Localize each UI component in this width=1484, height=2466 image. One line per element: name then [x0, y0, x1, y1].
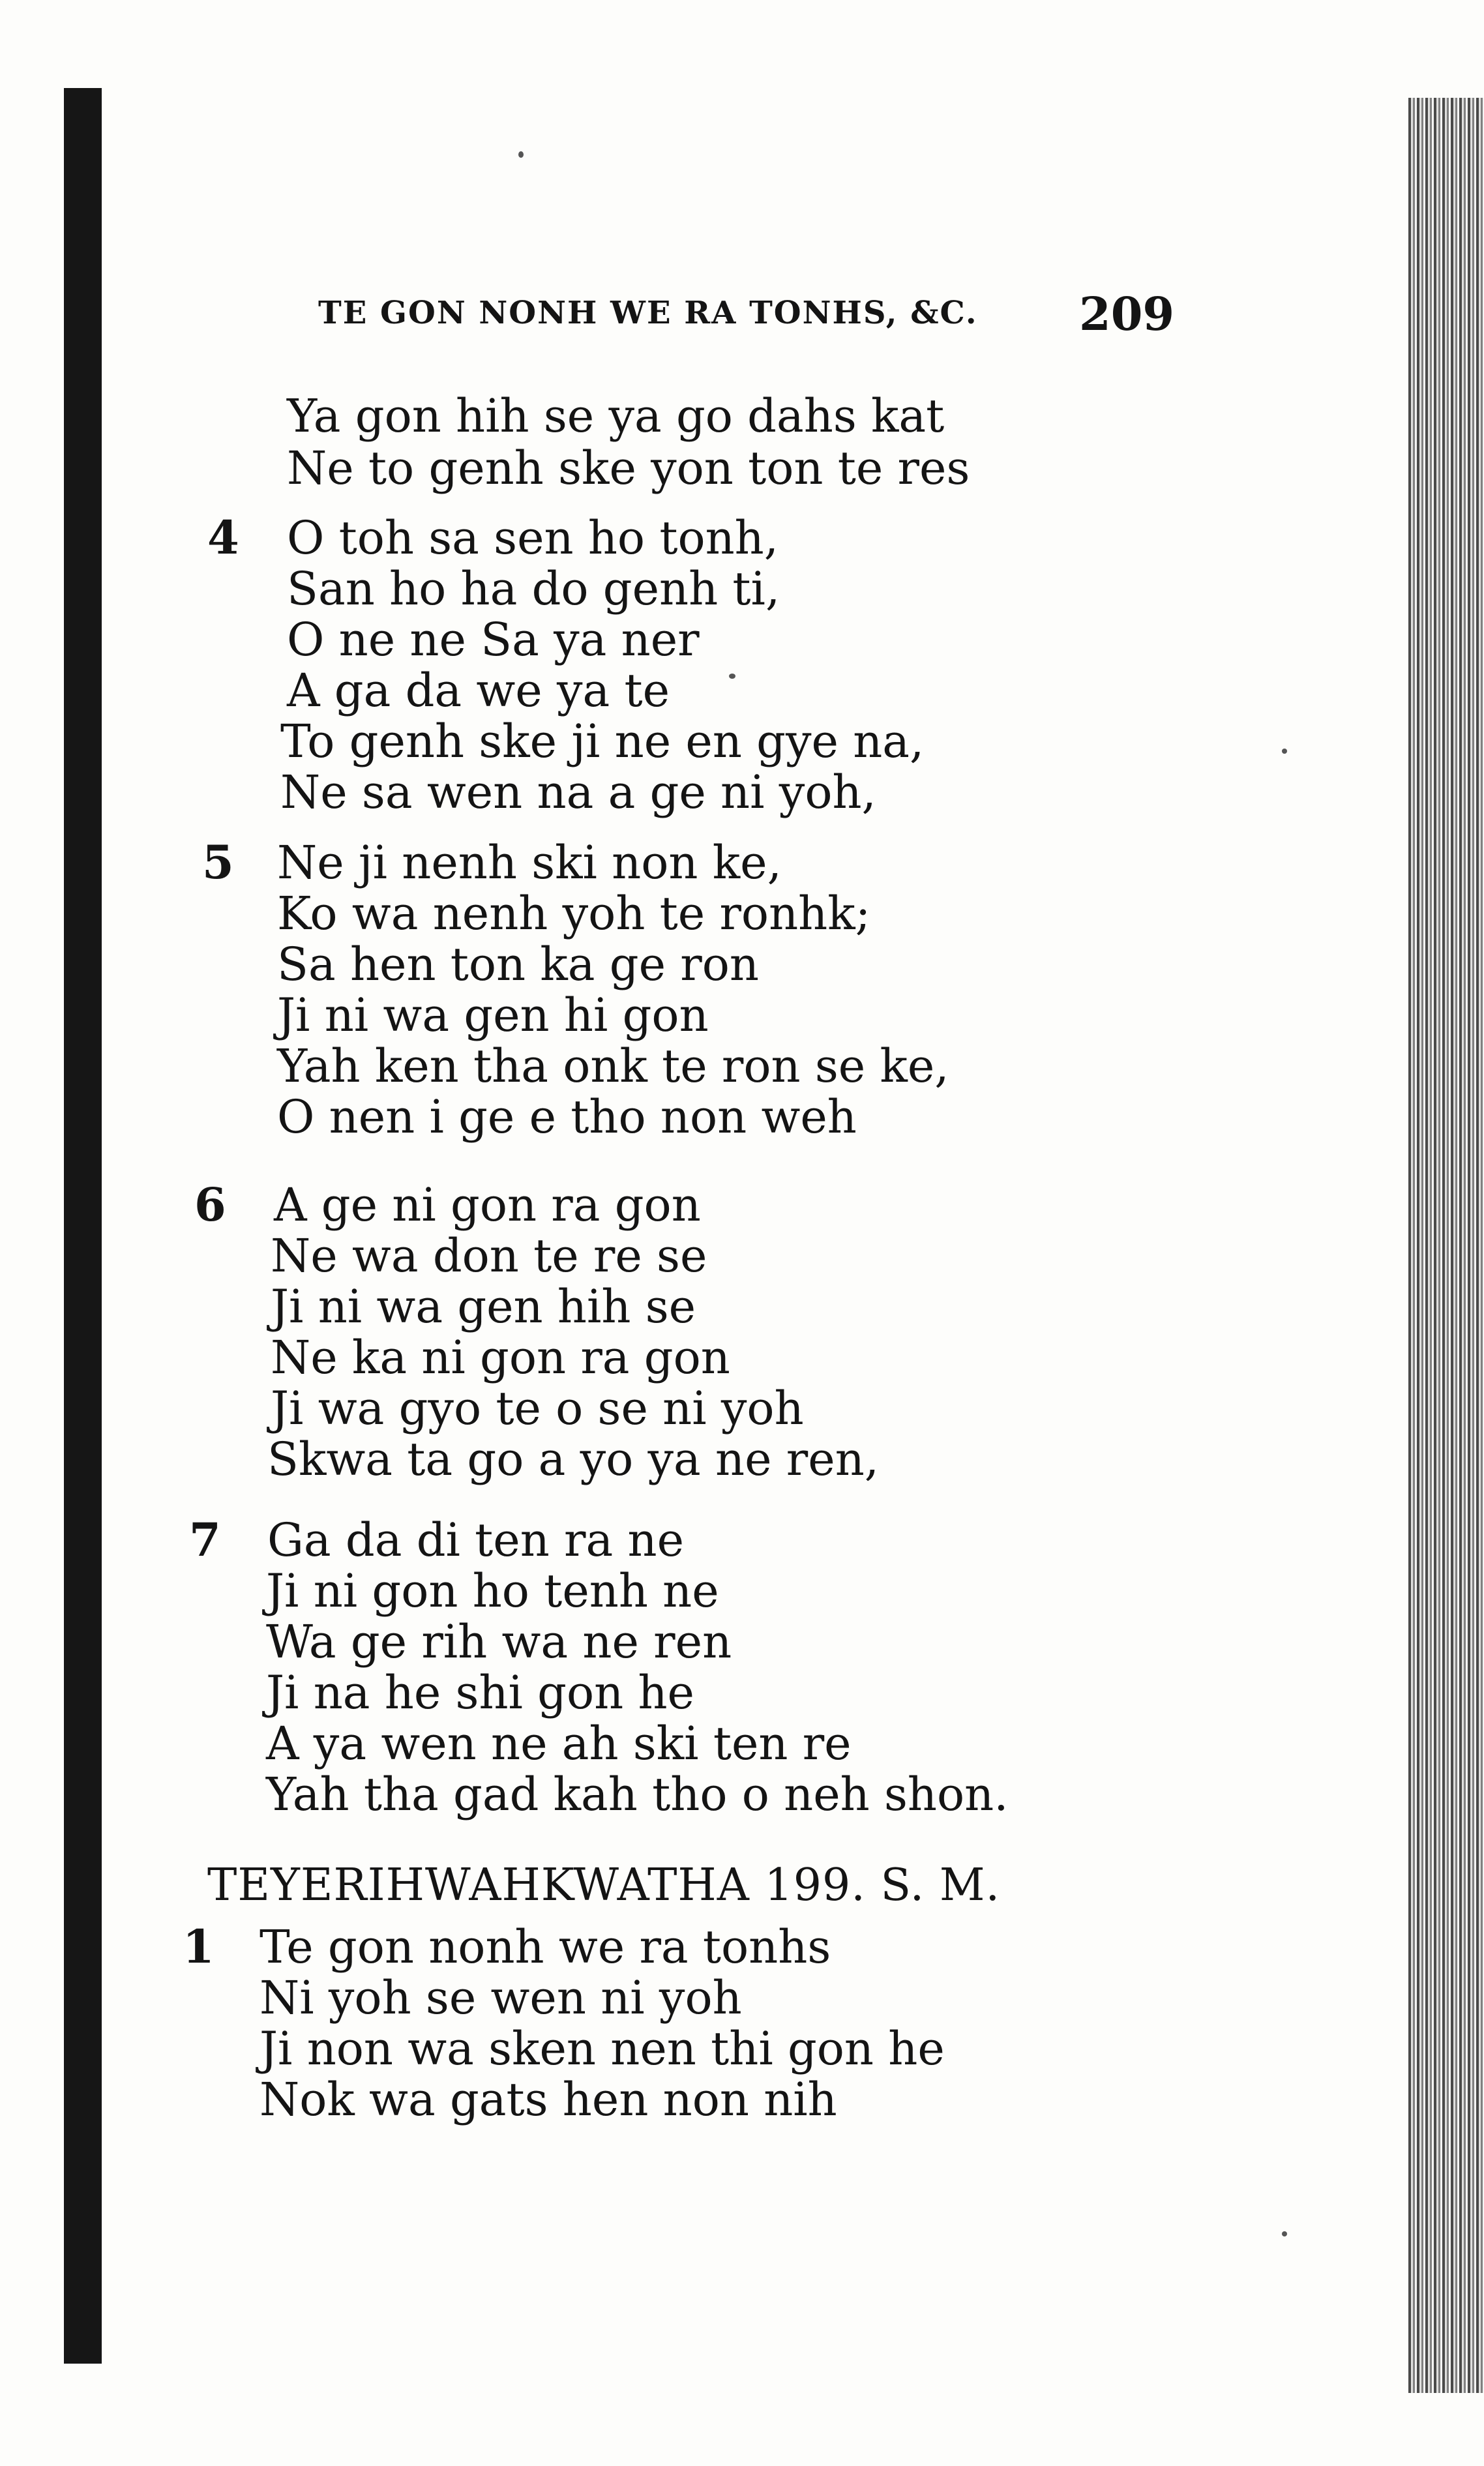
verse-number: 7 — [189, 1513, 221, 1567]
ink-speck — [1282, 2231, 1287, 2236]
running-title: TE GON NONH WE RA TONHS, &C. — [318, 295, 978, 331]
verse-line: O nen i ge e tho non weh — [277, 1090, 857, 1144]
verse-line: O ne ne Sa ya ner — [287, 613, 700, 666]
verse-line: To genh ske ji ne en gye na, — [280, 715, 925, 768]
verse-line: Yah tha gad kah tho o neh shon. — [266, 1768, 1009, 1821]
verse-line: Yah ken tha onk te ron se ke, — [277, 1039, 949, 1093]
verse-line: Ji ni wa gen hi gon — [277, 988, 709, 1042]
verse-line: Ne to genh ske yon ton te res — [287, 441, 970, 495]
verse-line: Ji non wa sken nen thi gon he — [260, 2022, 945, 2075]
verse-line: A ga da we ya te — [287, 664, 670, 717]
ink-speck — [1282, 749, 1287, 754]
verse-line: Skwa ta go a yo ya ne ren, — [267, 1433, 880, 1486]
ink-speck — [518, 151, 524, 158]
verse-line: Sa hen ton ka ge ron — [277, 938, 759, 991]
hymn-title: TEYERIHWAHKWATHA 199. S. M. — [207, 1860, 1001, 1911]
verse-line: San ho ha do genh ti, — [287, 562, 780, 616]
verse-line: Wa ge rih wa ne ren — [266, 1615, 732, 1669]
verse-line: Ni yoh se wen ni yoh — [260, 1971, 742, 2025]
verse-line: Ne ji nenh ski non ke, — [277, 836, 782, 889]
verse-line: Ne wa don te re se — [271, 1229, 707, 1283]
verse-line: Ji ni gon ho tenh ne — [266, 1564, 719, 1618]
page-header — [318, 287, 1175, 352]
verse-line: Ko wa nenh yoh te ronhk; — [277, 887, 871, 940]
verse-number: 1 — [183, 1920, 215, 1974]
verse-line: Ji wa gyo te o se ni yoh — [271, 1382, 804, 1435]
verse-line: Ji na he shi gon he — [266, 1666, 694, 1719]
page-number: 209 — [1079, 287, 1175, 341]
verse-line: O toh sa sen ho tonh, — [287, 511, 779, 565]
verse-line: A ya wen ne ah ski ten re — [266, 1717, 852, 1770]
binding-shadow — [64, 88, 102, 2364]
ink-speck — [729, 674, 735, 679]
verse-line: Ne ka ni gon ra gon — [271, 1331, 730, 1384]
verse-line: Ya gon hih se ya go dahs kat — [287, 389, 945, 443]
verse-number: 6 — [194, 1178, 226, 1232]
verse-line: Ga da di ten ra ne — [267, 1513, 684, 1567]
verse-line: Te gon nonh we ra tonhs — [260, 1920, 831, 1974]
verse-line: Nok wa gats hen non nih — [260, 2073, 837, 2126]
verse-line: A ge ni gon ra gon — [274, 1178, 701, 1232]
page-edge — [1408, 98, 1484, 2393]
verse-number: 4 — [207, 511, 239, 565]
verse-line: Ne sa wen na a ge ni yoh, — [280, 765, 876, 819]
verse-number: 5 — [202, 835, 234, 889]
verse-line: Ji ni wa gen hih se — [271, 1280, 696, 1333]
